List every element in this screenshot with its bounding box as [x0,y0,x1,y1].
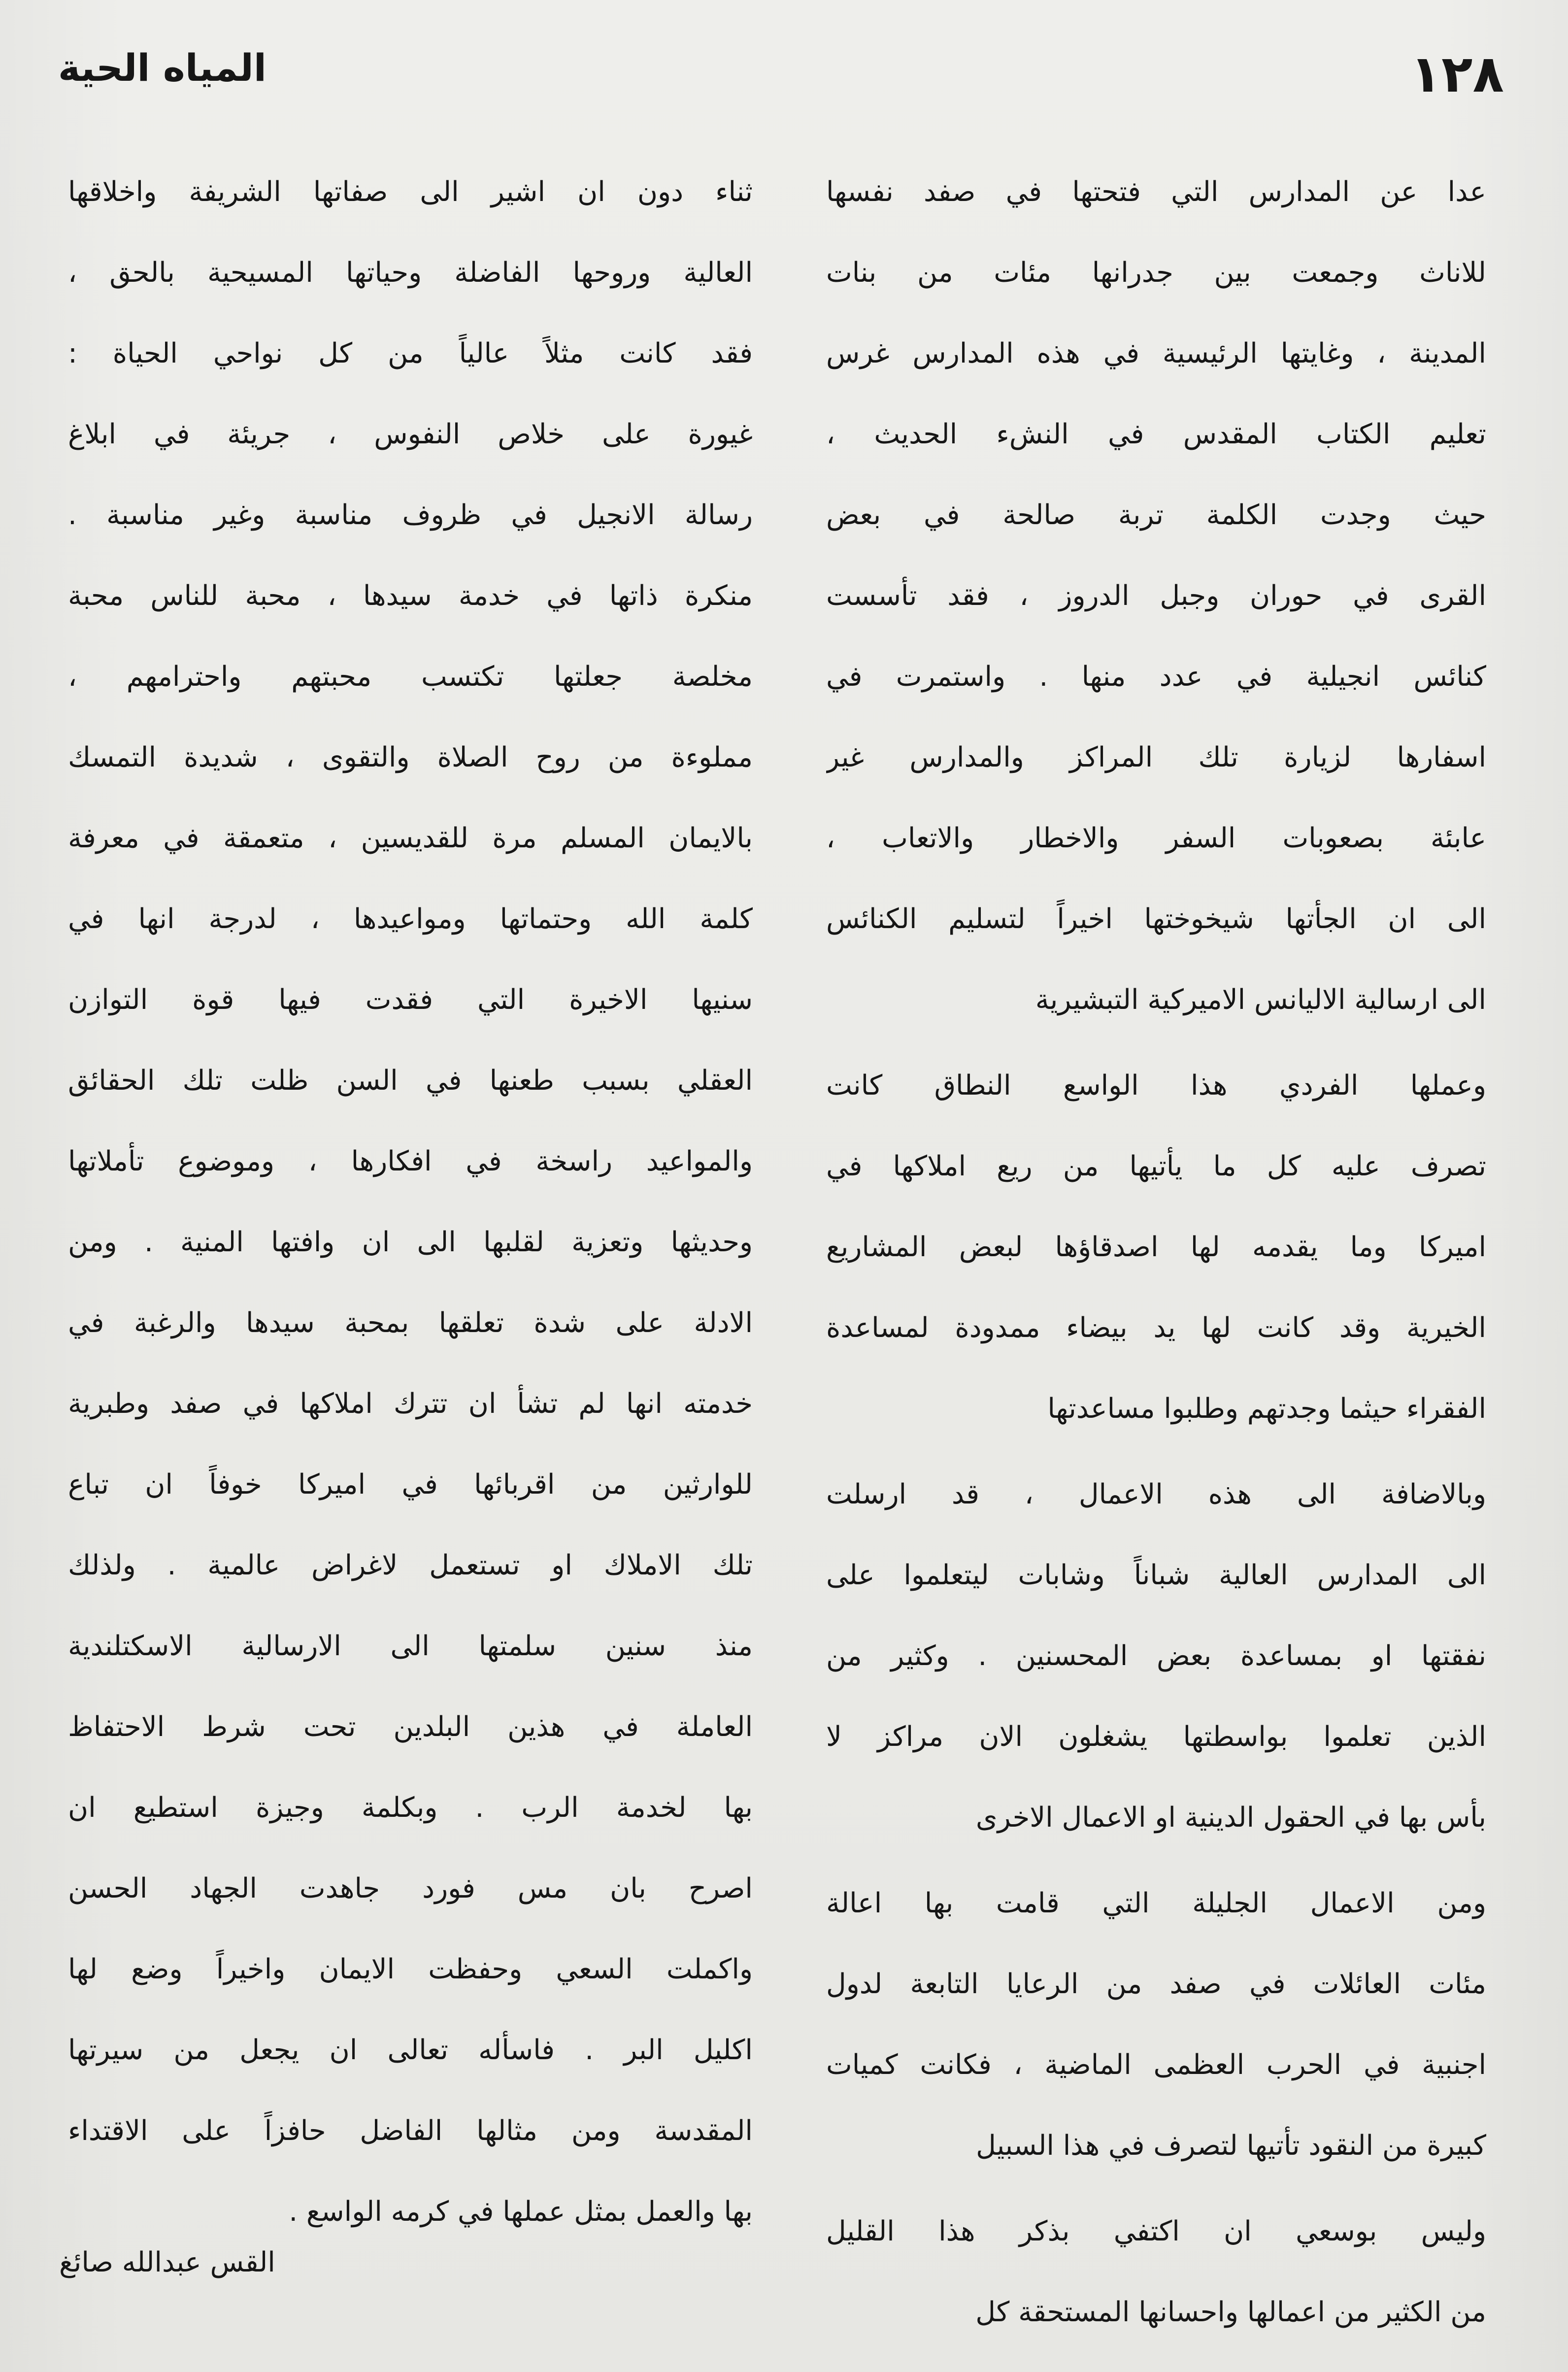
right-column-line: وعملها الفردي هذا الواسع النطاق كانت [826,1069,1486,1102]
right-column-line: وبالاضافة الى هذه الاعمال ، قد ارسلت [826,1478,1486,1510]
right-column-line: ومن الاعمال الجليلة التي قامت بها اعالة [826,1887,1486,1919]
left-column-line: والمواعيد راسخة في افكارها ، وموضوع تأملاتها [68,1145,753,1177]
left-column-line: مخلصة جعلتها تكتسب محبتهم واحترامهم ، [68,661,753,693]
left-column-line: واكملت السعي وحفظت الايمان واخيراً وضع لها [68,1953,753,1985]
left-column-line: العالية وروحها الفاضلة وحياتها المسيحية بالحق ، [68,257,753,289]
page-number: ١٢٨ [1410,44,1504,104]
right-column-line: نفقتها او بمساعدة بعض المحسنين . وكثير من [826,1640,1486,1672]
right-column-line: الخيرية وقد كانت لها يد بيضاء ممدودة لمساعدة [826,1312,1486,1344]
left-column-line: ثناء دون ان اشير الى صفاتها الشريفة واخلاقها [68,176,753,208]
right-column-line: تعليم الكتاب المقدس في النشء الحديث ، [826,418,1486,450]
page-header [58,44,1504,107]
right-column-line: للاناث وجمعت بين جدرانها مئات من بنات [826,257,1486,289]
left-column-line: الادلة على شدة تعلقها بمحبة سيدها والرغبة في [68,1307,753,1339]
right-column-line: وليس بوسعي ان اكتفي بذكر هذا القليل [826,2215,1486,2247]
left-column-line: اكليل البر . فاسأله تعالى ان يجعل من سيرتها [68,2034,753,2066]
right-column-line: اميركا وما يقدمه لها اصدقاؤها لبعض المشاريع [826,1231,1486,1263]
left-column-line: المقدسة ومن مثالها الفاضل حافزاً على الاقتداء [68,2115,753,2147]
right-column-line: مئات العائلات في صفد من الرعايا التابعة لدول [826,1968,1486,2000]
right-column-line: من الكثير من اعمالها واحسانها المستحقة كل [975,2296,1486,2328]
left-column-line: تلك الاملاك او تستعمل لاغراض عالمية . ولذلك [68,1549,753,1581]
left-column-line: فقد كانت مثلاً عالياً من كل نواحي الحياة : [68,337,753,369]
left-column-line: منذ سنين سلمتها الى الارسالية الاسكتلندية [68,1630,753,1662]
left-column [68,152,753,2324]
right-column [826,152,1486,2328]
right-column-line: الفقراء حيثما وجدتهم وطلبوا مساعدتها [1047,1393,1486,1425]
right-column-line: القرى في حوران وجبل الدروز ، فقد تأسست [826,580,1486,612]
left-column-line: منكرة ذاتها في خدمة سيدها ، محبة للناس محبة [68,580,753,612]
right-column-line: حيث وجدت الكلمة تربة صالحة في بعض [826,499,1486,531]
right-column-line: عابئة بصعوبات السفر والاخطار والاتعاب ، [826,822,1486,854]
left-column-line: بها لخدمة الرب . وبكلمة وجيزة استطيع ان [68,1792,753,1824]
right-column-line: الذين تعلموا بواسطتها يشغلون الان مراكز لا [826,1721,1486,1753]
left-column-line: العاملة في هذين البلدين تحت شرط الاحتفاظ [68,1711,753,1743]
left-column-line: خدمته انها لم تشأ ان تترك املاكها في صفد وطبرية [68,1388,753,1420]
right-column-line: الى المدارس العالية شباناً وشابات ليتعلموا على [826,1559,1486,1591]
right-column-line: كبيرة من النقود تأتيها لتصرف في هذا السبيل [976,2130,1486,2162]
right-column-line: المدينة ، وغايتها الرئيسية في هذه المدارس غرس [826,337,1486,369]
right-column-line: الى ارسالية الاليانس الاميركية التبشيرية [1035,984,1486,1016]
left-column-line: سنيها الاخيرة التي فقدت فيها قوة التوازن [68,984,753,1016]
left-column-line: مملوءة من روح الصلاة والتقوى ، شديدة التمسك [68,741,753,773]
left-column-line: للوارثين من اقربائها في اميركا خوفاً ان تباع [68,1469,753,1501]
left-column-line: اصرح بان مس فورد جاهدت الجهاد الحسن [68,1872,753,1904]
right-column-line: كنائس انجيلية في عدد منها . واستمرت في [826,661,1486,693]
left-column-line: بها والعمل بمثل عملها في كرمه الواسع . [289,2196,753,2228]
right-column-line: عدا عن المدارس التي فتحتها في صفد نفسها [826,176,1486,208]
right-column-line: اسفارها لزيارة تلك المراكز والمدارس غير [826,741,1486,773]
running-title: المياه الحية [58,46,267,90]
left-column-line: رسالة الانجيل في ظروف مناسبة وغير مناسبة . [68,499,753,531]
right-column-line: بأس بها في الحقول الدينية او الاعمال الاخرى [975,1802,1486,1834]
author-signature: القس عبدالله صائغ [59,2246,275,2278]
right-column-line: تصرف عليه كل ما يأتيها من ريع املاكها في [826,1150,1486,1182]
left-column-line: بالايمان المسلم مرة للقديسين ، متعمقة في معرفة [68,822,753,854]
left-column-line: غيورة على خلاص النفوس ، جريئة في ابلاغ [68,418,753,450]
right-column-line: اجنبية في الحرب العظمى الماضية ، فكانت كميات [826,2049,1486,2081]
left-column-line: كلمة الله وحتماتها ومواعيدها ، لدرجة انها في [68,903,753,935]
left-column-line: وحديثها وتعزية لقلبها الى ان وافتها المنية . ومن [68,1226,753,1258]
right-column-line: الى ان الجأتها شيخوختها اخيراً لتسليم الكنائس [826,903,1486,935]
left-column-line: العقلي بسبب طعنها في السن ظلت تلك الحقائق [68,1065,753,1097]
